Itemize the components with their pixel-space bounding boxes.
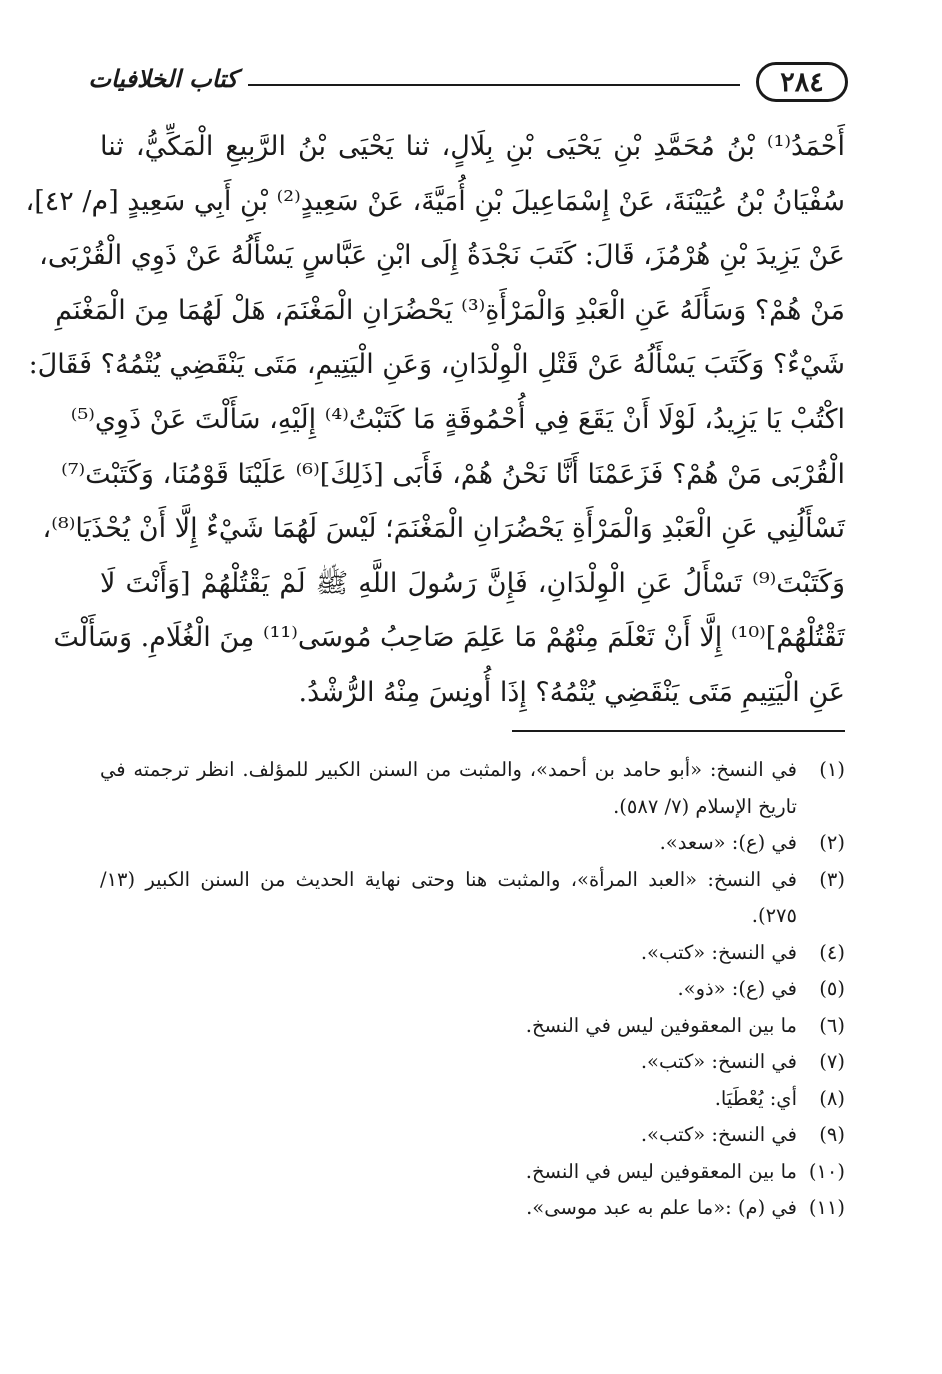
text-line: سُفْيَانُ بْنُ عُيَيْنَةَ، عَنْ إِسْمَاعِيلَ بْنِ أُمَيَّةَ، عَنْ سَعِيدٍ⁽²⁾ بْنِ أَبِي سَعِيدٍ [م/ ٤٢]، (25, 185, 845, 217)
footnote-text: في النسخ: «العبد المرأة»، والمثبت هنا وحتى نهاية الحديث من السنن الكبير (١٣/ ٢٧٥). (100, 867, 797, 927)
text-line: تَسْأَلُنِي عَنِ الْعَبْدِ وَالْمَرْأَةِ يَحْضُرَانِ الْمَغْنَمَ؛ لَيْسَ لَهُمَا شَيْءٌ إِلَّا أَنْ يُحْذَيَا⁽⁸⁾، (42, 513, 845, 545)
footnote (100, 862, 845, 935)
footnote-text: في النسخ: «كتب». (640, 940, 797, 964)
text-line: الْقُرْبَى مَنْ هُمْ؟ فَزَعَمْنَا أَنَّا نَحْنُ هُمْ، فَأَبَى [ذَلِكَ]⁽⁶⁾ عَلَيْنَا قَوْمُنَا، وَكَتَبْتَ⁽⁷⁾ (61, 458, 845, 490)
footnote-text: في (ع): «ذو». (677, 977, 797, 1000)
footnote (100, 935, 845, 972)
footnote (100, 825, 845, 862)
footnote-text: ما بين المعقوفين ليس في النسخ. (525, 1013, 797, 1037)
footnote-text: أي: يُعْطَيَا. (714, 1086, 797, 1110)
header-rule (248, 84, 740, 86)
footnote (100, 1081, 845, 1118)
footnote-text: في النسخ: «كتب». (640, 1050, 797, 1073)
footnote-text: في (ع): «سعد». (659, 831, 797, 854)
footnote (100, 1190, 845, 1227)
footnote-text: ما بين المعقوفين ليس في النسخ. (525, 1159, 797, 1183)
main-text (25, 120, 845, 721)
footnote (100, 1044, 845, 1081)
text-line: وَكَتَبْتَ⁽⁹⁾ تَسْأَلُ عَنِ الْوِلْدَانِ، فَإِنَّ رَسُولَ اللَّهِ ﷺ لَمْ يَقْتُلْهُمْ [وَأَنْتَ لَا (100, 567, 845, 599)
text-line: عَنْ يَزِيدَ بْنِ هُرْمُزَ، قَالَ: كَتَبَ نَجْدَةُ إِلَى ابْنِ عَبَّاسٍ يَسْأَلُهُ عَنْ ذَوِي الْقُرْبَى، (39, 240, 845, 272)
footnote (100, 752, 845, 825)
footnote-number: (٤) (819, 940, 845, 964)
footnote-number: (١١) (808, 1196, 845, 1219)
footnote-number: (١٠) (808, 1159, 845, 1183)
footnote-number: (٧) (819, 1050, 845, 1073)
book-title: كتاب الخلافيات (88, 64, 238, 93)
footnote-number: (٦) (819, 1013, 845, 1037)
footnote-number: (٨) (819, 1086, 845, 1110)
footnote-number: (٢) (819, 831, 845, 854)
footnote (100, 1154, 845, 1191)
footnote-text: في النسخ: «كتب». (640, 1123, 797, 1146)
footnote-number: (٩) (819, 1123, 845, 1146)
footnotes (100, 752, 845, 1227)
text-line: اكْتُبْ يَا يَزِيدُ، لَوْلَا أَنْ يَقَعَ فِي أُحْمُوقَةٍ مَا كَتَبْتُ⁽⁴⁾ إِلَيْهِ، سَأَلْتَ عَنْ ذَوِي⁽⁵⁾ (70, 403, 845, 435)
page-header (88, 62, 848, 106)
footnote-text: في (م) :«ما علم به عبد موسى». (526, 1196, 797, 1219)
footnote-number: (٣) (819, 867, 845, 891)
footnote-separator (512, 730, 845, 732)
text-line: عَنِ الْيَتِيمِ مَتَى يَنْقَضِي يُتْمُهُ؟ إِذَا أُونِسَ مِنْهُ الرُّشْدُ. (298, 676, 845, 708)
text-line: تَقْتُلْهُمْ]⁽¹⁰⁾ إِلَّا أَنْ تَعْلَمَ مِنْهُمْ مَا عَلِمَ صَاحِبُ مُوسَى⁽¹¹⁾ مِنَ الْغُلَامِ. وَسَأَلْتَ (53, 622, 845, 654)
text-line: مَنْ هُمْ؟ وَسَأَلَهُ عَنِ الْعَبْدِ وَالْمَرْأَةِ⁽³⁾ يَحْضُرَانِ الْمَغْنَمَ، هَلْ لَهُمَا مِنَ الْمَغْنَمِ (55, 294, 845, 326)
footnote-number: (٥) (819, 977, 845, 1000)
footnote (100, 971, 845, 1008)
text-line: شَيْءٌ؟ وَكَتَبَ يَسْأَلُهُ عَنْ قَتْلِ الْوِلْدَانِ، وَعَنِ الْيَتِيمِ، مَتَى يَنْقَضِي يُتْمُهُ؟ فَقَالَ: (28, 349, 845, 381)
footnote (100, 1117, 845, 1154)
page-number: ٢٨٤ (756, 62, 848, 102)
text-line: أَحْمَدُ⁽¹⁾ بْنُ مُحَمَّدِ بْنِ يَحْيَى بْنِ بِلَالٍ، ثنا يَحْيَى بْنُ الرَّبِيعِ الْمَكِّيُّ، ثنا (100, 131, 845, 162)
footnote-number: (١) (819, 758, 845, 781)
footnote-text: في النسخ: «أبو حامد بن أحمد»، والمثبت من السنن الكبير للمؤلف. انظر ترجمته في تاريخ الإسلام (٧/ ٥٨٧). (100, 758, 797, 818)
footnote (100, 1008, 845, 1045)
